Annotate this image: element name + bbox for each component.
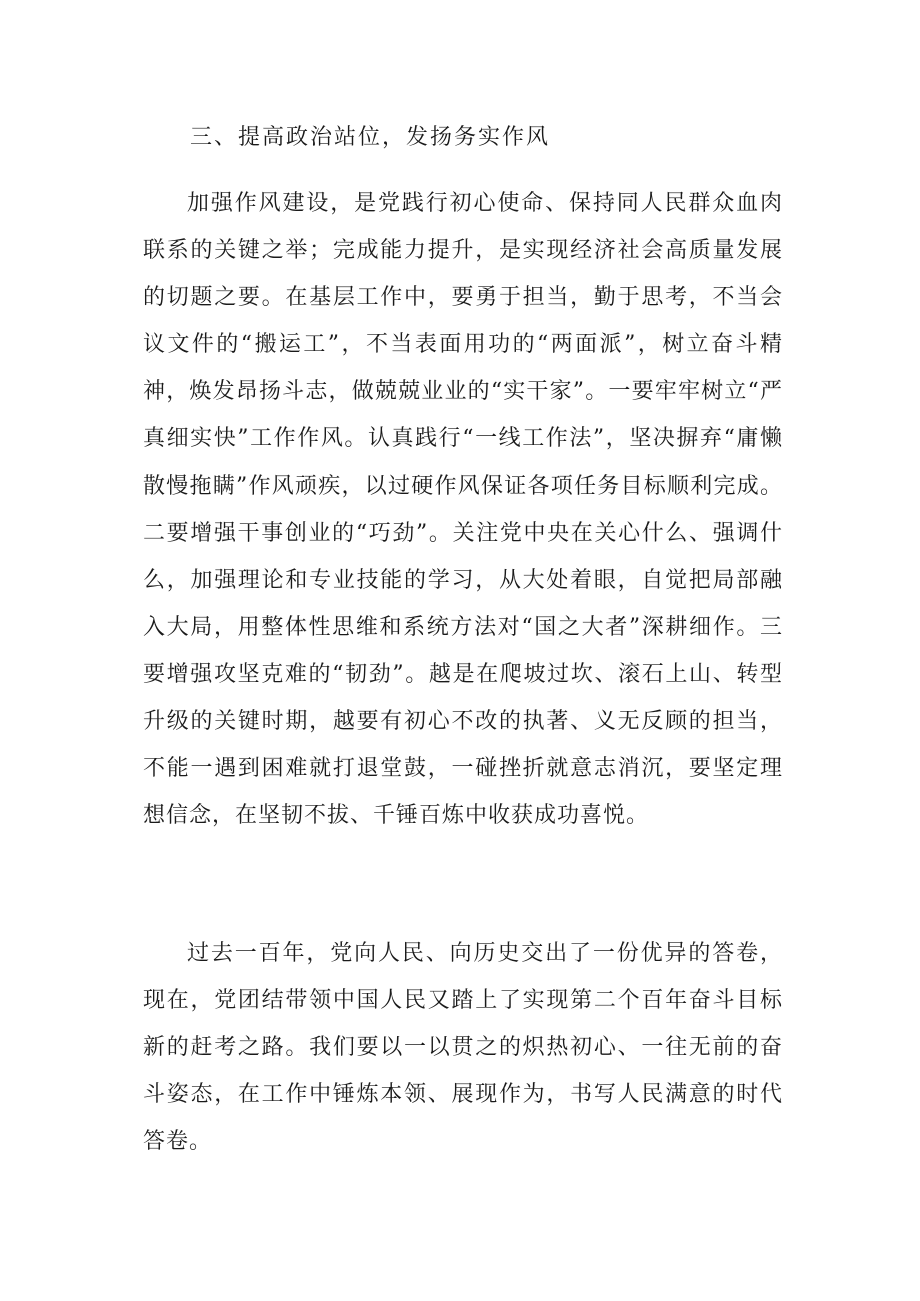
body-paragraph: 过去一百年，党向人民、向历史交出了一份优异的答卷，现在，党团结带领中国人民又踏上了实现第二个百年奋斗目标新的赶考之路。我们要以一以贯之的炽热初心、一往无前的奋斗姿态，在工作中锤炼本领、展现作为，书写人民满意的时代答卷。 — [143, 941, 783, 1155]
section-heading: 三、提高政治站位，发扬务实作风 — [190, 125, 551, 150]
body-paragraph: 加强作风建设，是党践行初心使命、保持同人民群众血肉联系的关键之举；完成能力提升，是实现经济社会高质量发展的切题之要。在基层工作中，要勇于担当，勤于思考，不当会议文件的“搬运工”，不当表面用功的“两面派”，树立奋斗精神，焕发昂扬斗志，做兢兢业业的“实干家”。一要牢牢树立“严真细实快”工作作风。认真践行“一线工作法”，坚决摒弃“庸懒散慢拖瞒”作风顽疾，以过硬作风保证各项任务目标顺利完成。二要增强干事创业的“巧劲”。关注党中央在关心什么、强调什么，加强理论和专业技能的学习，从大处着眼，自觉把局部融入大局，用整体性思维和系统方法对“国之大者”深耕细作。三要增强攻坚克难的“韧劲”。越是在爬坡过坎、滚石上山、转型升级的关键时期，越要有初心不改的执著、义无反顾的担当，不能一遇到困难就打退堂鼓，一碰挫折就意志消沉，要坚定理想信念，在坚韧不拔、千锤百炼中收获成功喜悦。 — [143, 191, 783, 829]
